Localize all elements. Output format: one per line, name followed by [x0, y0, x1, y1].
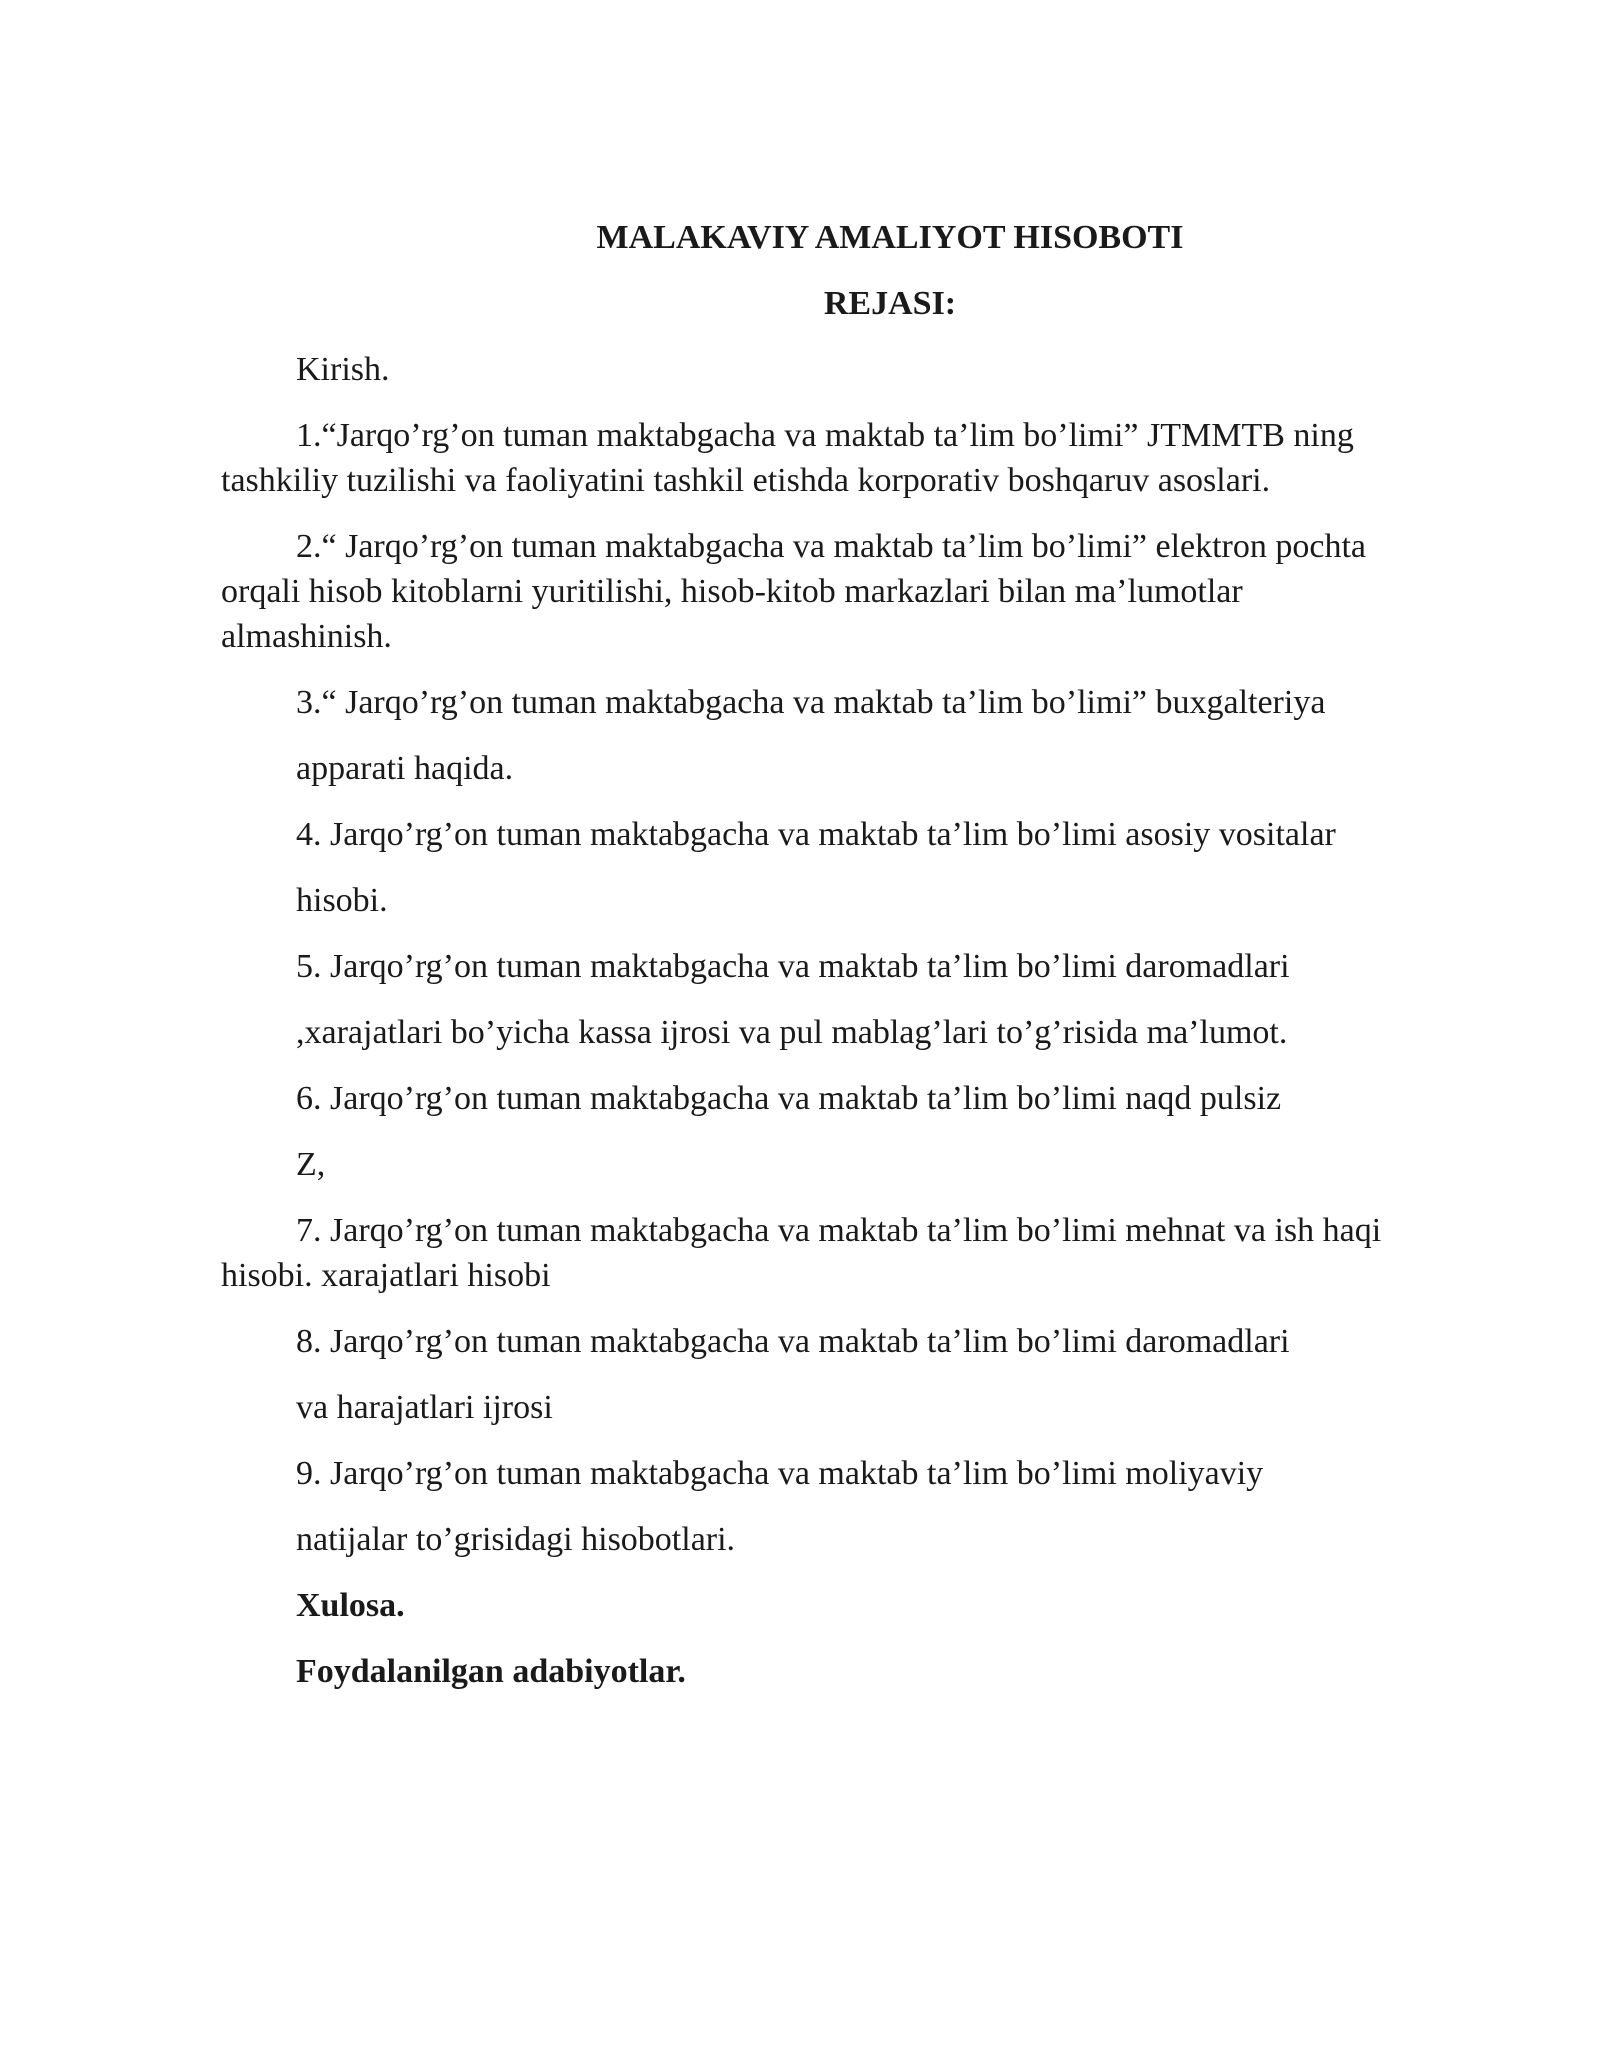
document-title: MALAKAVIY AMALIYOT HISOBOTI: [596, 219, 1184, 256]
plan-item-3-line-2: apparati haqida.: [296, 750, 514, 787]
plan-item-5-line-2: ,xarajatlari bo’yicha kassa ijrosi va pul mablag’lari to’g’risida ma’lumot.: [296, 1014, 1288, 1051]
plan-item-6-line-1: 6. Jarqo’rg’on tuman maktabgacha va maktab ta’lim bo’limi naqd pulsiz: [296, 1080, 1282, 1117]
plan-item-8-line-2: va harajatlari ijrosi: [296, 1389, 553, 1426]
plan-item-7-line-2: hisobi. xarajatlari hisobi: [221, 1257, 551, 1294]
plan-item-7-line-1: 7. Jarqo’rg’on tuman maktabgacha va maktab ta’lim bo’limi mehnat va ish haqi: [296, 1212, 1382, 1249]
plan-item-2-line-3: almashinish.: [221, 618, 392, 655]
plan-item-6-line-2: Z,: [296, 1146, 326, 1183]
plan-item-1-line-1: 1.“Jarqo’rg’on tuman maktabgacha va maktab ta’lim bo’limi” JTMMTB ning: [296, 417, 1354, 454]
plan-item-4-line-1: 4. Jarqo’rg’on tuman maktabgacha va maktab ta’lim bo’limi asosiy vositalar: [296, 816, 1336, 853]
intro-line: Kirish.: [296, 351, 390, 388]
plan-item-2-line-2: orqali hisob kitoblarni yuritilishi, hisob-kitob markazlari bilan ma’lumotlar: [221, 573, 1243, 610]
plan-item-8-line-1: 8. Jarqo’rg’on tuman maktabgacha va maktab ta’lim bo’limi daromadlari: [296, 1323, 1290, 1360]
plan-item-4-line-2: hisobi.: [296, 882, 388, 919]
plan-item-5-line-1: 5. Jarqo’rg’on tuman maktabgacha va maktab ta’lim bo’limi daromadlari: [296, 948, 1290, 985]
plan-item-1-line-2: tashkiliy tuzilishi va faoliyatini tashkil etishda korporativ boshqaruv asoslari.: [221, 462, 1271, 499]
document-subtitle: REJASI:: [823, 285, 957, 322]
conclusion-line: Xulosa.: [296, 1587, 405, 1624]
plan-item-9-line-2: natijalar to’grisidagi hisobotlari.: [296, 1521, 736, 1558]
references-line: Foydalanilgan adabiyotlar.: [296, 1653, 686, 1690]
plan-item-2-line-1: 2.“ Jarqo’rg’on tuman maktabgacha va maktab ta’lim bo’limi” elektron pochta: [296, 528, 1367, 565]
plan-item-9-line-1: 9. Jarqo’rg’on tuman maktabgacha va maktab ta’lim bo’limi moliyaviy: [296, 1455, 1264, 1492]
plan-item-3-line-1: 3.“ Jarqo’rg’on tuman maktabgacha va maktab ta’lim bo’limi” buxgalteriya: [296, 684, 1326, 721]
